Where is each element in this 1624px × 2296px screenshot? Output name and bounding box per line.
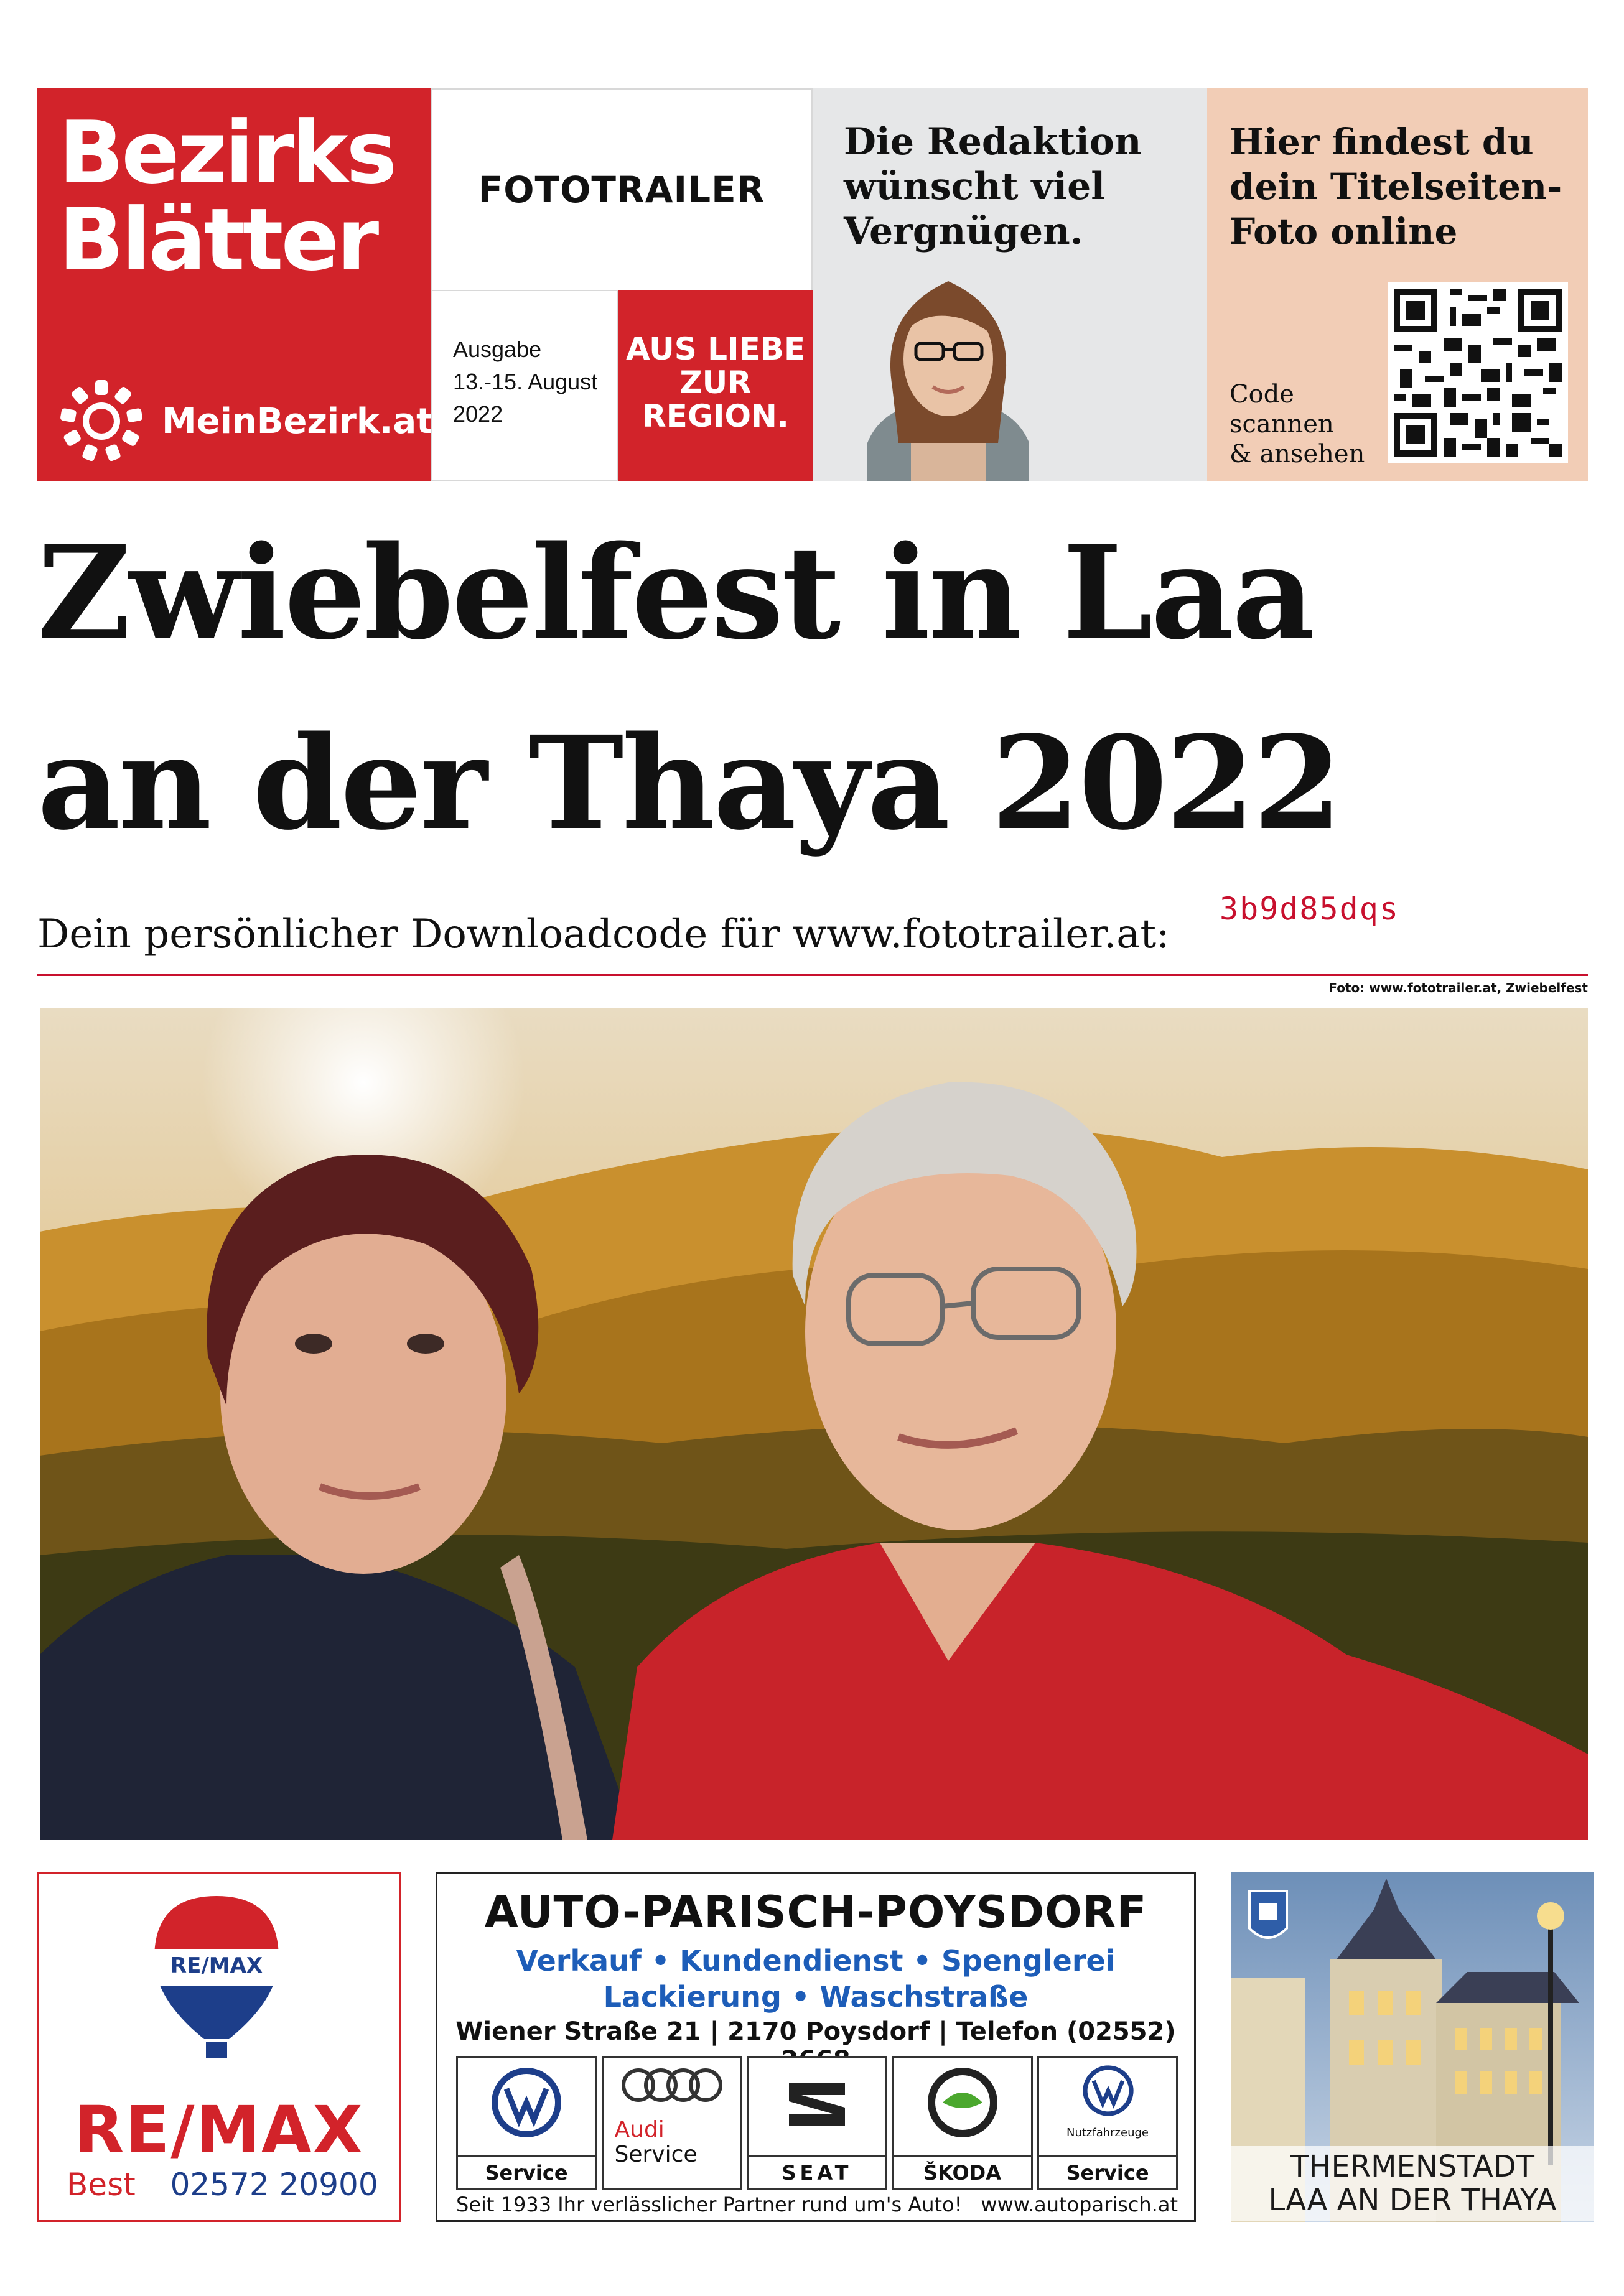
brand-line-1: Bezirks: [58, 103, 395, 203]
seat-logo: [747, 2056, 887, 2190]
laa-caption-line-1: THERMENSTADT: [1290, 2149, 1534, 2184]
nutzfahrzeuge-label: Nutzfahrzeuge: [1066, 2126, 1149, 2139]
seat-icon: [783, 2070, 851, 2139]
sun-icon: [55, 374, 148, 468]
download-code[interactable]: 3b9d85dqs: [1220, 891, 1399, 927]
scan-line-2: scannen: [1230, 410, 1334, 439]
greeting-line-2: wünscht viel: [844, 165, 1106, 208]
brand-name: [58, 103, 395, 290]
remax-ad[interactable]: [37, 1872, 401, 2222]
skoda-logo: [892, 2056, 1033, 2190]
auto-footer: [456, 2193, 1178, 2216]
photo-credit-text: Foto: www.fototrailer.at, Zwiebelfest: [1328, 980, 1588, 995]
scan-line-1: Code: [1230, 380, 1294, 409]
auto-website[interactable]: www.autoparisch.at: [981, 2193, 1178, 2216]
auto-parisch-ad[interactable]: [436, 1872, 1196, 2222]
scan-line-3: & ansehen: [1230, 440, 1365, 468]
edition-year: 2022: [453, 401, 503, 427]
qr-info-line-1: Hier findest du: [1230, 121, 1534, 163]
edition-label: Ausgabe: [453, 337, 542, 362]
greeting-line-1: Die Redaktion: [844, 120, 1142, 164]
headline-line-2: an der Thaya 2022: [37, 708, 1341, 858]
slogan-badge: [618, 290, 813, 481]
vw-service-logo: [456, 2056, 597, 2190]
editorial-greeting: [844, 119, 1141, 254]
brand-line-2: Blätter: [58, 190, 377, 290]
remax-brand: [39, 2092, 399, 2168]
editor-avatar: [842, 256, 1054, 481]
slogan-line-2: ZUR: [679, 365, 752, 401]
slogan-line-1: AUS LIEBE: [625, 331, 806, 367]
vw-commercial-icon: [1080, 2063, 1136, 2119]
qr-info-line-2: dein Titelseiten-: [1230, 165, 1562, 208]
remax-office: Best: [67, 2167, 136, 2203]
brand-logo-panel: [37, 88, 431, 481]
site-label: MeinBezirk.at: [162, 401, 433, 442]
audi-service-label: Service: [614, 2142, 698, 2167]
laa-tourism-ad[interactable]: [1231, 1872, 1594, 2222]
brand-logos: [456, 2056, 1178, 2187]
couple-photo-illustration: [40, 1008, 1588, 1840]
auto-services-line-1: Verkauf • Kundendienst • Spenglerei: [516, 1944, 1116, 1978]
qr-info-line-3: Foto online: [1230, 210, 1458, 253]
skoda-label: ŠKODA: [894, 2155, 1031, 2185]
qr-code-icon[interactable]: [1388, 282, 1568, 463]
headline-line-1: Zwiebelfest in Laa: [37, 518, 1314, 668]
vw-commercial-service-label: Service: [1039, 2155, 1176, 2185]
remax-brand-text: RE/MAX: [74, 2092, 364, 2168]
auto-slogan: Seit 1933 Ihr verlässlicher Partner rund um's Auto!: [456, 2193, 963, 2216]
vw-service-label: Service: [458, 2155, 595, 2185]
audi-service-logo: [602, 2056, 742, 2190]
auto-address: Wiener Straße 21 | 2170 Poysdorf | Telefon (02552): [455, 2017, 1176, 2046]
laa-caption-line-2: LAA AN DER THAYA: [1268, 2183, 1557, 2218]
vw-nutzfahrzeuge-logo: [1037, 2056, 1178, 2190]
balloon-text: RE/MAX: [170, 1953, 263, 1978]
headline: [37, 498, 1588, 878]
scan-instructions: [1230, 379, 1379, 469]
hot-air-balloon-icon: [151, 1893, 282, 2067]
site-link[interactable]: [55, 374, 433, 468]
skoda-icon: [924, 2064, 1001, 2141]
edition-dates: 13.-15. August: [453, 369, 598, 394]
greeting-line-3: Vergnügen.: [844, 210, 1083, 253]
section-label: FOTOTRAILER: [431, 88, 813, 290]
edition-info: [431, 290, 618, 481]
auto-title: AUTO-PARISCH-POYSDORF: [484, 1887, 1147, 1938]
editorial-greeting-panel: [813, 88, 1207, 481]
audi-rings-icon: [616, 2066, 728, 2104]
download-code-label: Dein persönlicher Downloadcode für www.fototrailer.at:: [37, 911, 1170, 957]
cover-photo: [40, 1008, 1588, 1840]
laa-caption: [1231, 2146, 1594, 2221]
audi-label: Audi: [614, 2117, 665, 2142]
remax-phone[interactable]: 02572 20900: [170, 2167, 378, 2203]
remax-contact: [67, 2167, 378, 2203]
auto-services: [437, 1943, 1194, 2015]
vw-icon: [488, 2064, 565, 2141]
qr-info-panel: [1207, 88, 1588, 481]
auto-services-line-2: Lackierung • Waschstraße: [603, 1980, 1029, 2014]
photo-credit: [0, 980, 1588, 995]
qr-info-text: [1230, 119, 1562, 254]
divider-line: [37, 974, 1588, 976]
slogan-line-3: REGION.: [642, 398, 789, 434]
seat-label: SEAT: [749, 2155, 885, 2185]
